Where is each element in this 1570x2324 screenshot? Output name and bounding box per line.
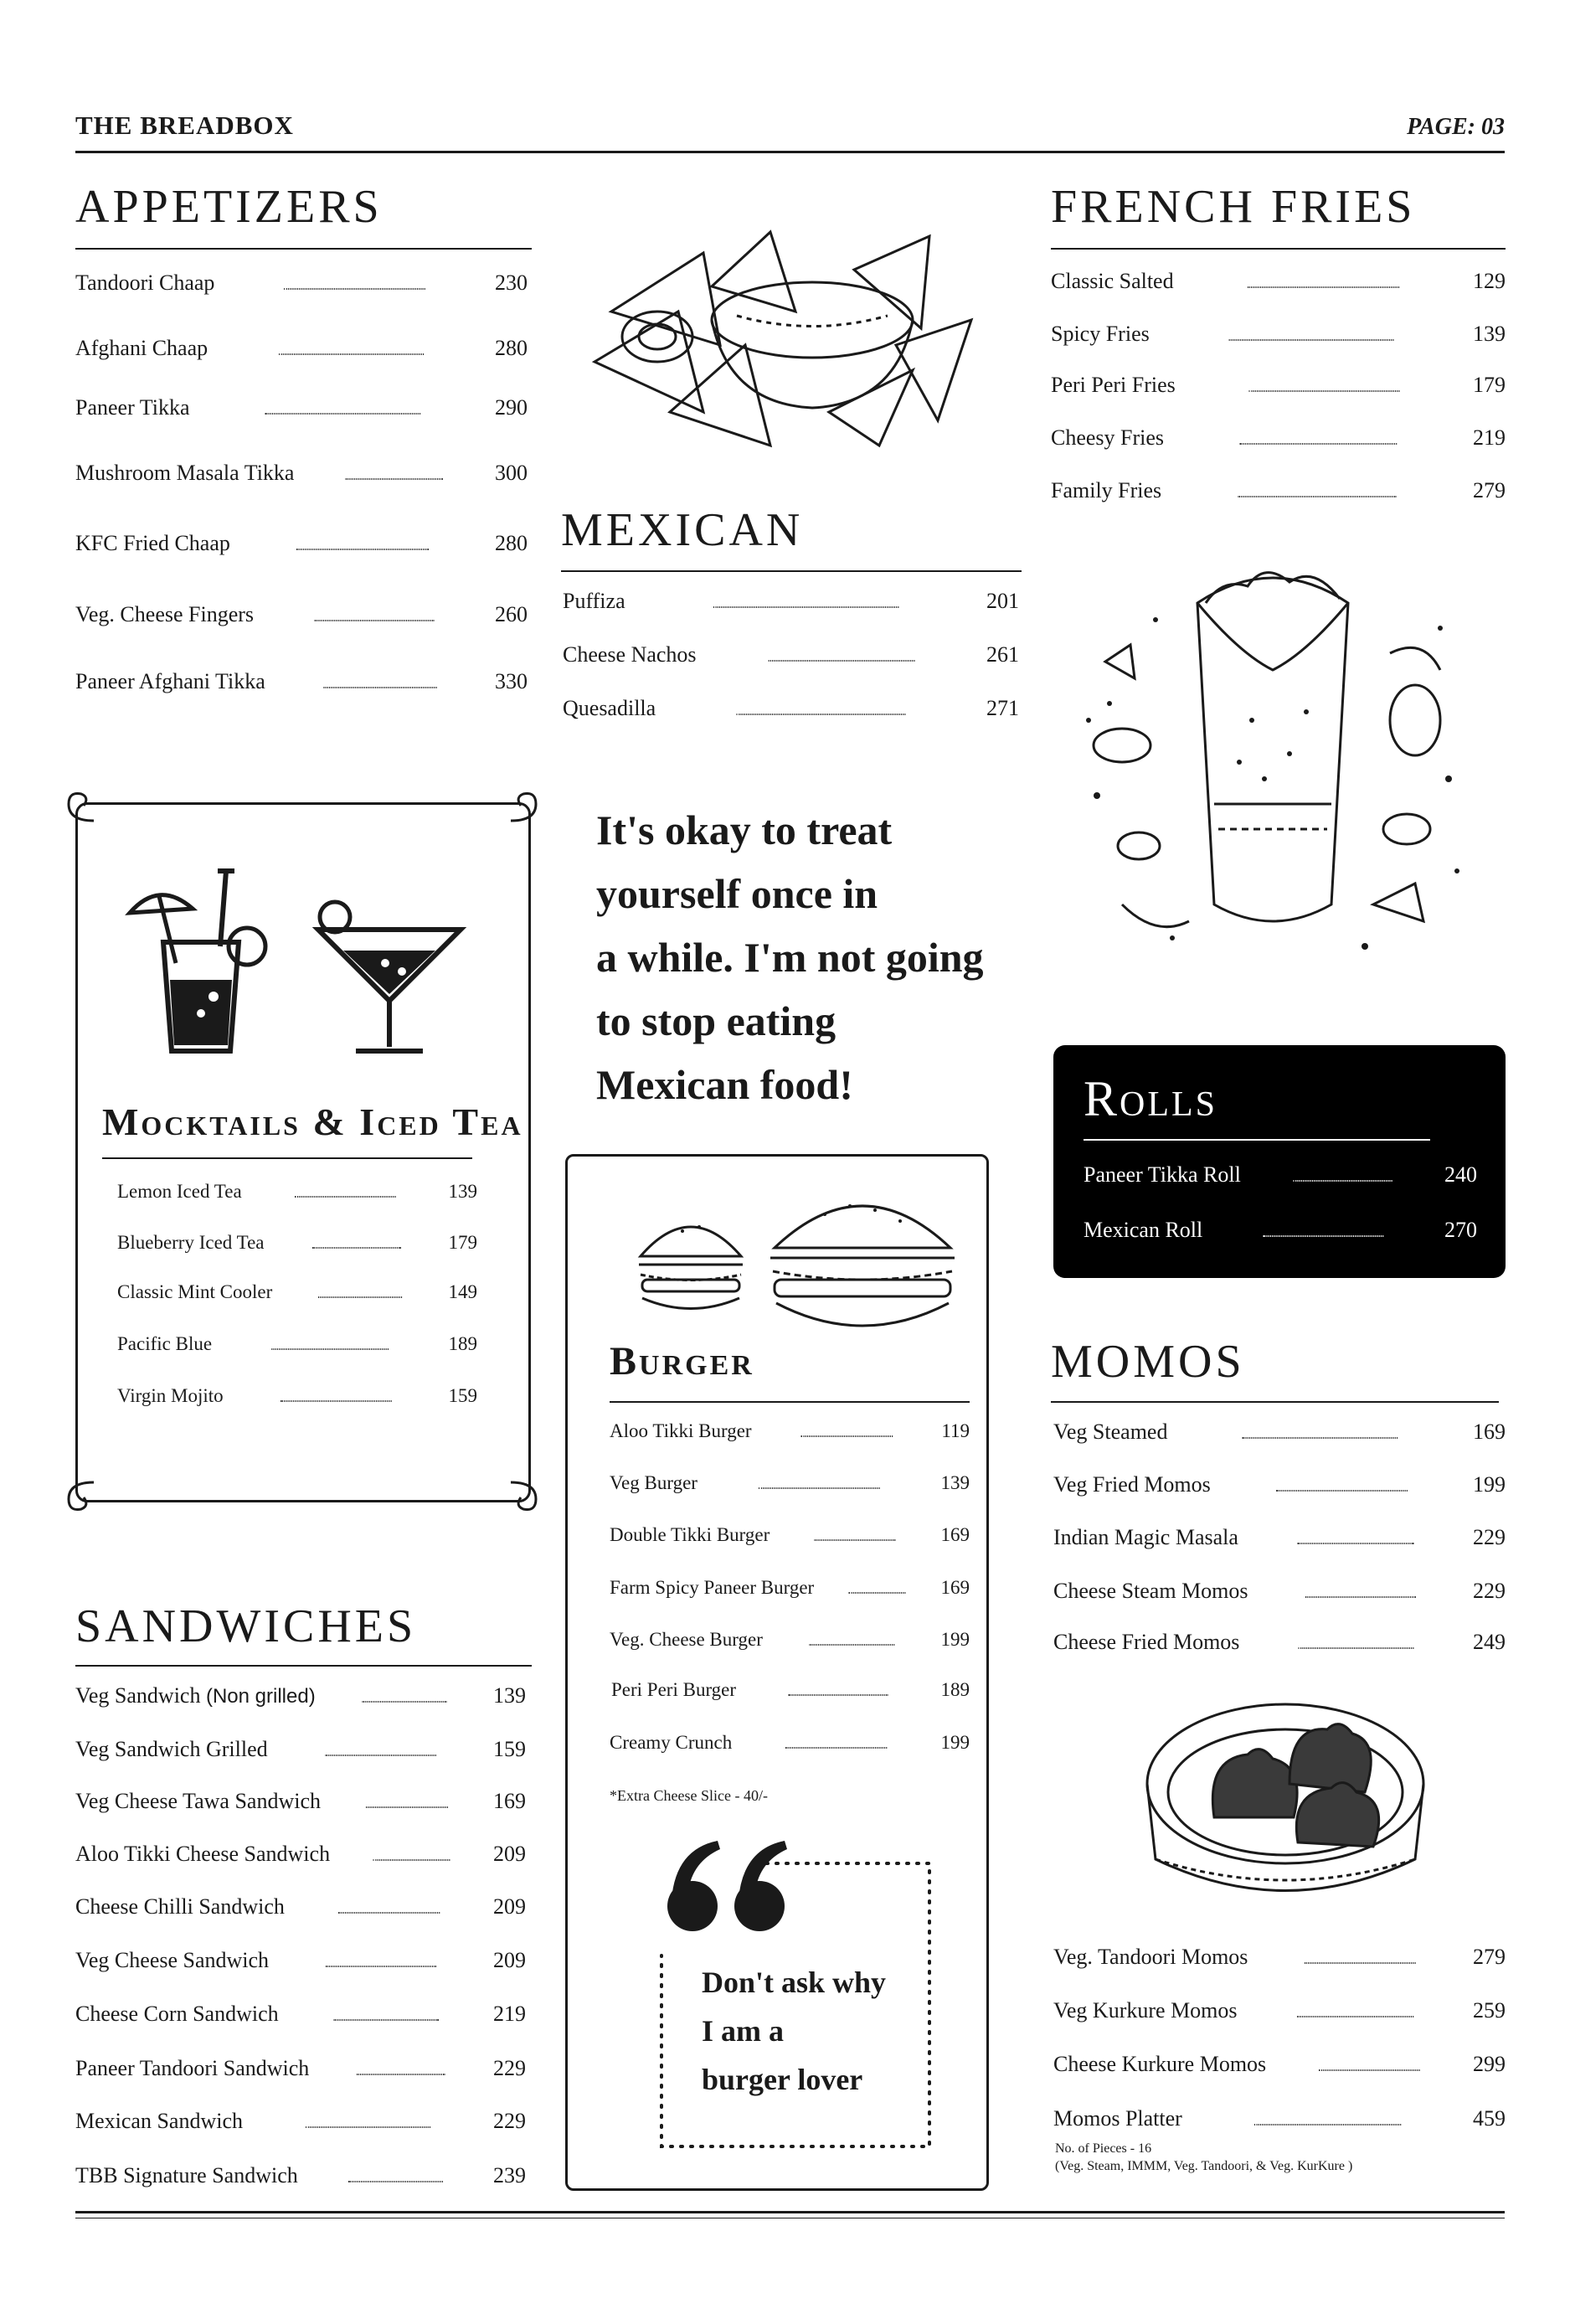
momos-item: Veg Steamed 169: [1053, 1420, 1506, 1444]
burger-item: Double Tikki Burger 169: [610, 1524, 970, 1545]
burger-item: Veg Burger 139: [610, 1472, 970, 1493]
fries-item: Spicy Fries 139: [1051, 322, 1506, 346]
mexican-food-quote: It's okay to treat yourself once in a while. I'm not going to stop eating Mexican food!: [596, 806, 984, 1108]
momos-item: Veg Fried Momos 199: [1053, 1472, 1506, 1497]
sandwich-item: Veg Sandwich Grilled 159: [75, 1737, 526, 1761]
fries-item: Peri Peri Fries 179: [1051, 373, 1506, 397]
appetizers-rule: [75, 248, 532, 250]
momos-item: Cheese Kurkure Momos 299: [1053, 2052, 1506, 2076]
quote-mark-icon: [655, 1832, 806, 1941]
mocktail-item: Blueberry Iced Tea 179: [117, 1232, 477, 1253]
rolls-rule: [1084, 1139, 1430, 1141]
appetizer-item: Mushroom Masala Tikka 300: [75, 461, 528, 485]
appetizer-item: Veg. Cheese Fingers 260: [75, 602, 528, 626]
burger-item: Aloo Tikki Burger 119: [610, 1420, 970, 1441]
rolls-title: Rolls: [1084, 1071, 1218, 1126]
sandwich-item: Cheese Corn Sandwich 219: [75, 2002, 526, 2026]
burger-item: Veg. Cheese Burger 199: [610, 1629, 970, 1650]
corner-swirl-icon: [60, 787, 102, 829]
appetizer-item: Tandoori Chaap 230: [75, 271, 528, 295]
mexican-rule: [561, 570, 1022, 572]
sandwich-item: Veg Cheese Tawa Sandwich 169: [75, 1789, 526, 1813]
nachos-illustration: [578, 219, 996, 454]
fries-item: Classic Salted 129: [1051, 269, 1506, 293]
roll-item: Mexican Roll 270: [1084, 1218, 1477, 1242]
sandwich-item: Aloo Tikki Cheese Sandwich 209: [75, 1842, 526, 1866]
corner-swirl-icon: [502, 1474, 544, 1516]
fries-item: Cheesy Fries 219: [1051, 425, 1506, 450]
momos-item: Veg Kurkure Momos 259: [1053, 1998, 1506, 2023]
corner-swirl-icon: [60, 1474, 102, 1516]
appetizer-item: KFC Fried Chaap 280: [75, 531, 528, 555]
bottom-divider: [75, 2211, 1505, 2213]
momos-rule: [1051, 1401, 1499, 1403]
top-divider: [75, 151, 1505, 153]
mocktail-item: Classic Mint Cooler 149: [117, 1281, 477, 1302]
mocktail-item: Pacific Blue 189: [117, 1333, 477, 1354]
mexican-item: Puffiza 201: [563, 589, 1019, 613]
roll-item: Paneer Tikka Roll 240: [1084, 1162, 1477, 1187]
appetizer-item: Paneer Tikka 290: [75, 395, 528, 420]
mocktail-item: Lemon Iced Tea 139: [117, 1181, 477, 1202]
burger-rule: [610, 1401, 970, 1403]
mexican-title: MEXICAN: [561, 504, 804, 556]
burger-item: Creamy Crunch 199: [610, 1732, 970, 1753]
momos-item: Cheese Fried Momos 249: [1053, 1630, 1506, 1654]
mexican-item: Cheese Nachos 261: [563, 642, 1019, 667]
burger-item: Peri Peri Burger 189: [611, 1679, 970, 1700]
mocktails-rule: [102, 1157, 472, 1159]
mocktail-item: Virgin Mojito 159: [117, 1385, 477, 1406]
appetizers-title: APPETIZERS: [75, 181, 383, 233]
momos-title: MOMOS: [1051, 1336, 1245, 1388]
brand-name: THE BREADBOX: [75, 111, 294, 140]
appetizer-item: Afghani Chaap 280: [75, 336, 528, 360]
momos-item: Veg. Tandoori Momos 279: [1053, 1945, 1506, 1969]
burger-illustration: [632, 1181, 959, 1340]
martini-glass-icon: [310, 892, 469, 1059]
french-fries-rule: [1051, 248, 1506, 250]
sandwich-item: TBB Signature Sandwich 239: [75, 2163, 526, 2187]
fries-item: Family Fries 279: [1051, 478, 1506, 502]
burger-item: Farm Spicy Paneer Burger 169: [610, 1577, 970, 1598]
platter-pieces-note: No. of Pieces - 16: [1055, 2141, 1152, 2156]
momos-item: Cheese Steam Momos 229: [1053, 1579, 1506, 1603]
momos-item: Momos Platter 459: [1053, 2106, 1506, 2131]
sandwiches-title: SANDWICHES: [75, 1600, 417, 1652]
french-fries-title: FRENCH FRIES: [1051, 181, 1416, 233]
burger-title: Burger: [610, 1339, 754, 1384]
momos-item: Indian Magic Masala 229: [1053, 1525, 1506, 1549]
sandwich-item: Paneer Tandoori Sandwich 229: [75, 2056, 526, 2080]
iced-drink-icon: [121, 863, 281, 1055]
mexican-item: Quesadilla 271: [563, 696, 1019, 720]
sandwich-item: Veg Cheese Sandwich 209: [75, 1948, 526, 1972]
momos-basket-illustration: [1139, 1692, 1432, 1909]
extra-cheese-note: *Extra Cheese Slice - 40/-: [610, 1787, 768, 1804]
sandwich-item: Cheese Chilli Sandwich 209: [75, 1894, 526, 1919]
appetizer-item: Paneer Afghani Tikka 330: [75, 669, 528, 693]
corner-swirl-icon: [502, 787, 544, 829]
sandwiches-rule: [75, 1665, 532, 1667]
sandwich-item: Mexican Sandwich 229: [75, 2109, 526, 2133]
sandwich-item: Veg Sandwich (Non grilled) 139: [75, 1683, 526, 1708]
page-number: PAGE: 03: [1407, 114, 1505, 140]
burger-lover-quote: Don't ask why I am a burger lover: [702, 1966, 887, 2096]
burrito-illustration: [1072, 553, 1474, 963]
platter-contents-note: (Veg. Steam, IMMM, Veg. Tandoori, & Veg. KurKure ): [1055, 2159, 1353, 2173]
rolls-box: [1053, 1045, 1506, 1278]
mocktails-title: Mocktails & Iced Tea: [102, 1100, 523, 1143]
